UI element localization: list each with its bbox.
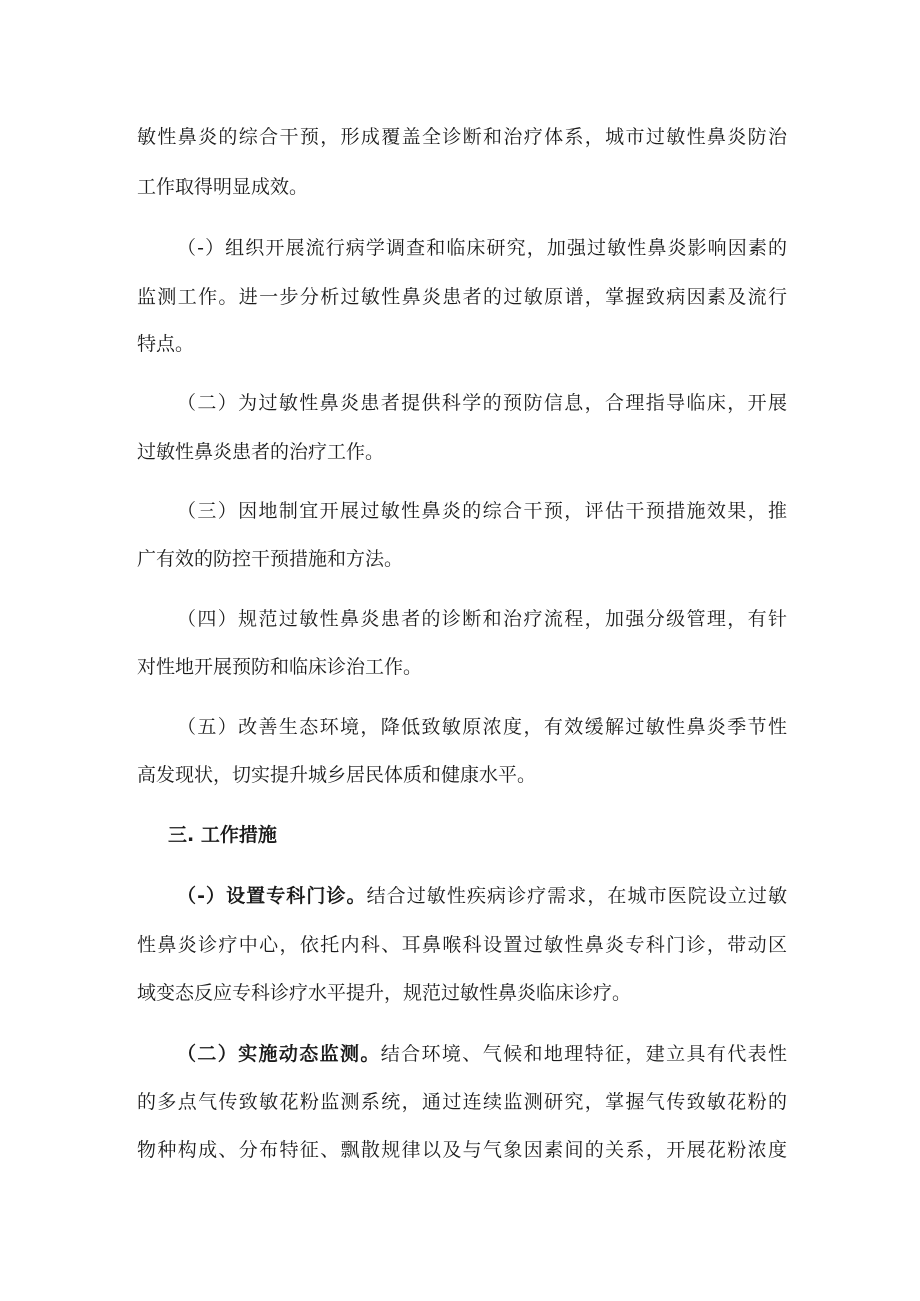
paragraph-line: 监测工作。进一步分析过敏性鼻炎患者的过敏原谱，掌握致病因素及流行	[137, 286, 787, 308]
paragraph-line: 对性地开展预防和临床诊治工作。	[137, 656, 423, 678]
measure-text: 结合过敏性疾病诊疗需求，在城市医院设立过敏	[366, 885, 787, 907]
paragraph-line: 工作取得明显成效。	[137, 176, 309, 198]
paragraph-line: （五）改善生态环境，降低致敏原浓度，有效缓解过敏性鼻炎季节性	[177, 716, 787, 738]
measure-lead: （二）实施动态监测。	[177, 1043, 381, 1065]
paragraph-line: 物种构成、分布特征、飘散规律以及与气象因素间的关系，开展花粉浓度	[137, 1139, 787, 1161]
paragraph-line: （三）因地制宜开展过敏性鼻炎的综合干预，评估干预措施效果，推	[177, 500, 787, 522]
paragraph-line: （二）为过敏性鼻炎患者提供科学的预防信息，合理指导临床，开展	[177, 392, 787, 414]
paragraph-line: 特点。	[137, 333, 195, 355]
paragraph-line: 广有效的防控干预措施和方法。	[137, 548, 404, 570]
measure-first-line	[177, 883, 787, 909]
paragraph-line: 的多点气传致敏花粉监测系统，通过连续监测研究，掌握气传致敏花粉的	[137, 1091, 787, 1113]
paragraph-line: 过敏性鼻炎患者的治疗工作。	[137, 441, 385, 463]
measure-lead: （-）设置专科门诊。	[177, 885, 367, 907]
section-heading: 三. 工作措施	[168, 824, 277, 846]
measure-first-line	[177, 1041, 787, 1067]
paragraph-line: 高发现状，切实提升城乡居民体质和健康水平。	[137, 764, 537, 786]
paragraph-line: 敏性鼻炎的综合干预，形成覆盖全诊断和治疗体系，城市过敏性鼻炎防治	[137, 126, 787, 148]
paragraph-line: （四）规范过敏性鼻炎患者的诊断和治疗流程，加强分级管理，有针	[177, 608, 787, 630]
paragraph-line: 域变态反应专科诊疗水平提升，规范过敏性鼻炎临床诊疗。	[137, 982, 632, 1004]
paragraph-line: 性鼻炎诊疗中心，依托内科、耳鼻喉科设置过敏性鼻炎专科门诊，带动区	[137, 934, 787, 956]
paragraph-line: （-）组织开展流行病学调查和临床研究，加强过敏性鼻炎影响因素的	[177, 237, 787, 259]
measure-text: 结合环境、气候和地理特征，建立具有代表性	[380, 1043, 787, 1065]
